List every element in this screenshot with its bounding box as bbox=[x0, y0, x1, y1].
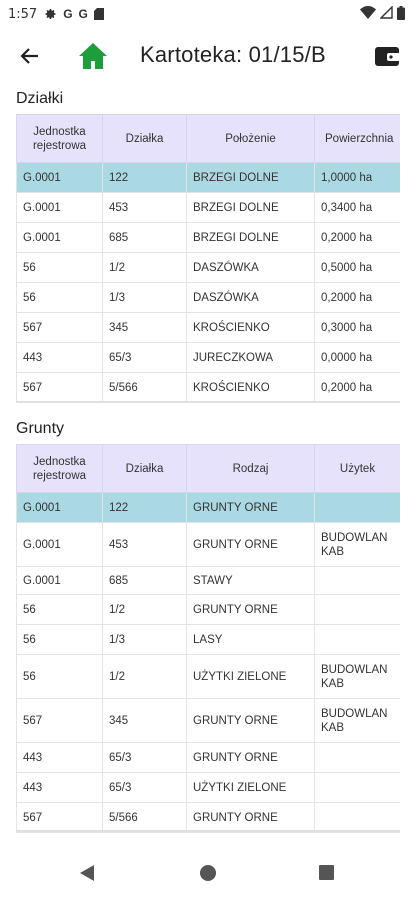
table-cell: GRUNTY ORNE bbox=[187, 595, 315, 625]
table-cell bbox=[315, 773, 401, 803]
table-cell: 1/2 bbox=[103, 253, 187, 283]
grunty-divider bbox=[16, 830, 400, 832]
system-nav-bar bbox=[0, 848, 415, 900]
table-cell: BRZEGI DOLNE bbox=[187, 193, 315, 223]
table-cell: UŻYTKI ZIELONE bbox=[187, 773, 315, 803]
table-cell: KROŚCIENKO bbox=[187, 373, 315, 403]
table-cell: 685 bbox=[103, 567, 187, 595]
table-cell: G.0001 bbox=[17, 523, 103, 567]
home-circle-icon[interactable] bbox=[199, 864, 217, 887]
table-cell: 567 bbox=[17, 313, 103, 343]
table-cell: BRZEGI DOLNE bbox=[187, 163, 315, 193]
table-cell: 0,2000 ha bbox=[315, 283, 401, 313]
table-row[interactable] bbox=[17, 223, 401, 253]
table-cell: G.0001 bbox=[17, 493, 103, 523]
table-row[interactable] bbox=[17, 343, 401, 373]
table-cell: 1/2 bbox=[103, 595, 187, 625]
table-cell: BRZEGI DOLNE bbox=[187, 223, 315, 253]
table-cell: 5/566 bbox=[103, 373, 187, 403]
table-cell: GRUNTY ORNE bbox=[187, 803, 315, 833]
table-cell: 443 bbox=[17, 773, 103, 803]
table-cell: G.0001 bbox=[17, 223, 103, 253]
table-cell bbox=[315, 493, 401, 523]
status-bar bbox=[0, 0, 415, 28]
table-row[interactable] bbox=[17, 523, 401, 567]
table-row[interactable] bbox=[17, 567, 401, 595]
table-cell: GRUNTY ORNE bbox=[187, 523, 315, 567]
table-cell: STAWY bbox=[187, 567, 315, 595]
table-cell: 0,2000 ha bbox=[315, 373, 401, 403]
table-row[interactable] bbox=[17, 625, 401, 655]
table-row[interactable] bbox=[17, 163, 401, 193]
battery-icon bbox=[397, 6, 405, 23]
status-right bbox=[360, 6, 405, 23]
grunty-header-row bbox=[17, 445, 401, 493]
table-cell: 5/566 bbox=[103, 803, 187, 833]
table-row[interactable] bbox=[17, 493, 401, 523]
table-cell: 453 bbox=[103, 523, 187, 567]
column-header: Użytek bbox=[315, 445, 401, 493]
table-cell bbox=[315, 595, 401, 625]
table-cell: 1/3 bbox=[103, 625, 187, 655]
grunty-section-title: Grunty bbox=[16, 420, 65, 437]
table-cell: 122 bbox=[103, 163, 187, 193]
grunty-table bbox=[16, 444, 400, 833]
dzialki-header-row bbox=[17, 115, 401, 163]
table-cell: BUDOWLAN KAB bbox=[315, 699, 401, 743]
table-cell: GRUNTY ORNE bbox=[187, 493, 315, 523]
column-header: Położenie bbox=[187, 115, 315, 163]
table-cell bbox=[315, 625, 401, 655]
table-cell: 122 bbox=[103, 493, 187, 523]
table-row[interactable] bbox=[17, 773, 401, 803]
table-cell bbox=[315, 567, 401, 595]
dzialki-section-title: Działki bbox=[16, 90, 64, 107]
column-header: Działka bbox=[103, 115, 187, 163]
table-cell: 0,0000 ha bbox=[315, 343, 401, 373]
column-header: Działka bbox=[103, 445, 187, 493]
table-cell: GRUNTY ORNE bbox=[187, 699, 315, 743]
table-row[interactable] bbox=[17, 373, 401, 403]
table-cell: 56 bbox=[17, 595, 103, 625]
table-cell: 0,3400 ha bbox=[315, 193, 401, 223]
app-bar bbox=[0, 30, 415, 84]
table-cell bbox=[315, 803, 401, 833]
home-icon[interactable] bbox=[78, 42, 108, 70]
page-title: Kartoteka: 01/15/B bbox=[140, 42, 326, 67]
table-cell: 345 bbox=[103, 313, 187, 343]
table-cell: 65/3 bbox=[103, 343, 187, 373]
dzialki-table bbox=[16, 114, 400, 403]
table-row[interactable] bbox=[17, 283, 401, 313]
table-cell: 1/3 bbox=[103, 283, 187, 313]
table-cell: 345 bbox=[103, 699, 187, 743]
sd-card-icon bbox=[94, 8, 104, 20]
table-cell: DASZÓWKA bbox=[187, 283, 315, 313]
table-row[interactable] bbox=[17, 699, 401, 743]
column-header: Powierzchnia bbox=[315, 115, 401, 163]
table-row[interactable] bbox=[17, 193, 401, 223]
table-cell: BUDOWLAN KAB bbox=[315, 655, 401, 699]
table-cell: 56 bbox=[17, 253, 103, 283]
table-cell: 443 bbox=[17, 343, 103, 373]
table-cell: G.0001 bbox=[17, 567, 103, 595]
table-cell: 56 bbox=[17, 625, 103, 655]
table-cell: LASY bbox=[187, 625, 315, 655]
recents-square-icon[interactable] bbox=[318, 864, 335, 886]
table-cell bbox=[315, 743, 401, 773]
table-cell: GRUNTY ORNE bbox=[187, 743, 315, 773]
table-cell: UŻYTKI ZIELONE bbox=[187, 655, 315, 699]
back-triangle-icon[interactable] bbox=[78, 864, 96, 887]
table-cell: 56 bbox=[17, 283, 103, 313]
gear-icon bbox=[45, 8, 57, 20]
table-cell: 567 bbox=[17, 373, 103, 403]
table-row[interactable] bbox=[17, 253, 401, 283]
column-header: Rodzaj bbox=[187, 445, 315, 493]
table-cell: 443 bbox=[17, 743, 103, 773]
table-cell: 56 bbox=[17, 655, 103, 699]
status-time: 1:57 bbox=[8, 6, 38, 22]
table-cell: 0,5000 ha bbox=[315, 253, 401, 283]
table-cell: 685 bbox=[103, 223, 187, 253]
table-cell: 65/3 bbox=[103, 743, 187, 773]
wifi-icon bbox=[360, 6, 376, 22]
table-cell: 567 bbox=[17, 699, 103, 743]
wallet-icon[interactable] bbox=[374, 44, 400, 68]
table-cell: G.0001 bbox=[17, 163, 103, 193]
table-cell: 1/2 bbox=[103, 655, 187, 699]
table-cell: 0,2000 ha bbox=[315, 223, 401, 253]
table-cell: G.0001 bbox=[17, 193, 103, 223]
google-g-icon: G bbox=[63, 7, 73, 21]
dzialki-divider bbox=[16, 401, 400, 403]
table-cell: 1,0000 ha bbox=[315, 163, 401, 193]
signal-icon bbox=[380, 6, 393, 22]
back-arrow-icon[interactable] bbox=[18, 44, 42, 68]
table-row[interactable] bbox=[17, 743, 401, 773]
table-row[interactable] bbox=[17, 803, 401, 833]
table-cell: 0,3000 ha bbox=[315, 313, 401, 343]
table-cell: 65/3 bbox=[103, 773, 187, 803]
column-header: Jednostka rejestrowa bbox=[17, 115, 103, 163]
table-cell: KROŚCIENKO bbox=[187, 313, 315, 343]
table-cell: 567 bbox=[17, 803, 103, 833]
table-row[interactable] bbox=[17, 595, 401, 625]
table-row[interactable] bbox=[17, 313, 401, 343]
google-g-icon: G bbox=[78, 7, 88, 21]
table-cell: JURECZKOWA bbox=[187, 343, 315, 373]
column-header: Jednostka rejestrowa bbox=[17, 445, 103, 493]
table-row[interactable] bbox=[17, 655, 401, 699]
table-cell: DASZÓWKA bbox=[187, 253, 315, 283]
table-cell: 453 bbox=[103, 193, 187, 223]
table-cell: BUDOWLAN KAB bbox=[315, 523, 401, 567]
